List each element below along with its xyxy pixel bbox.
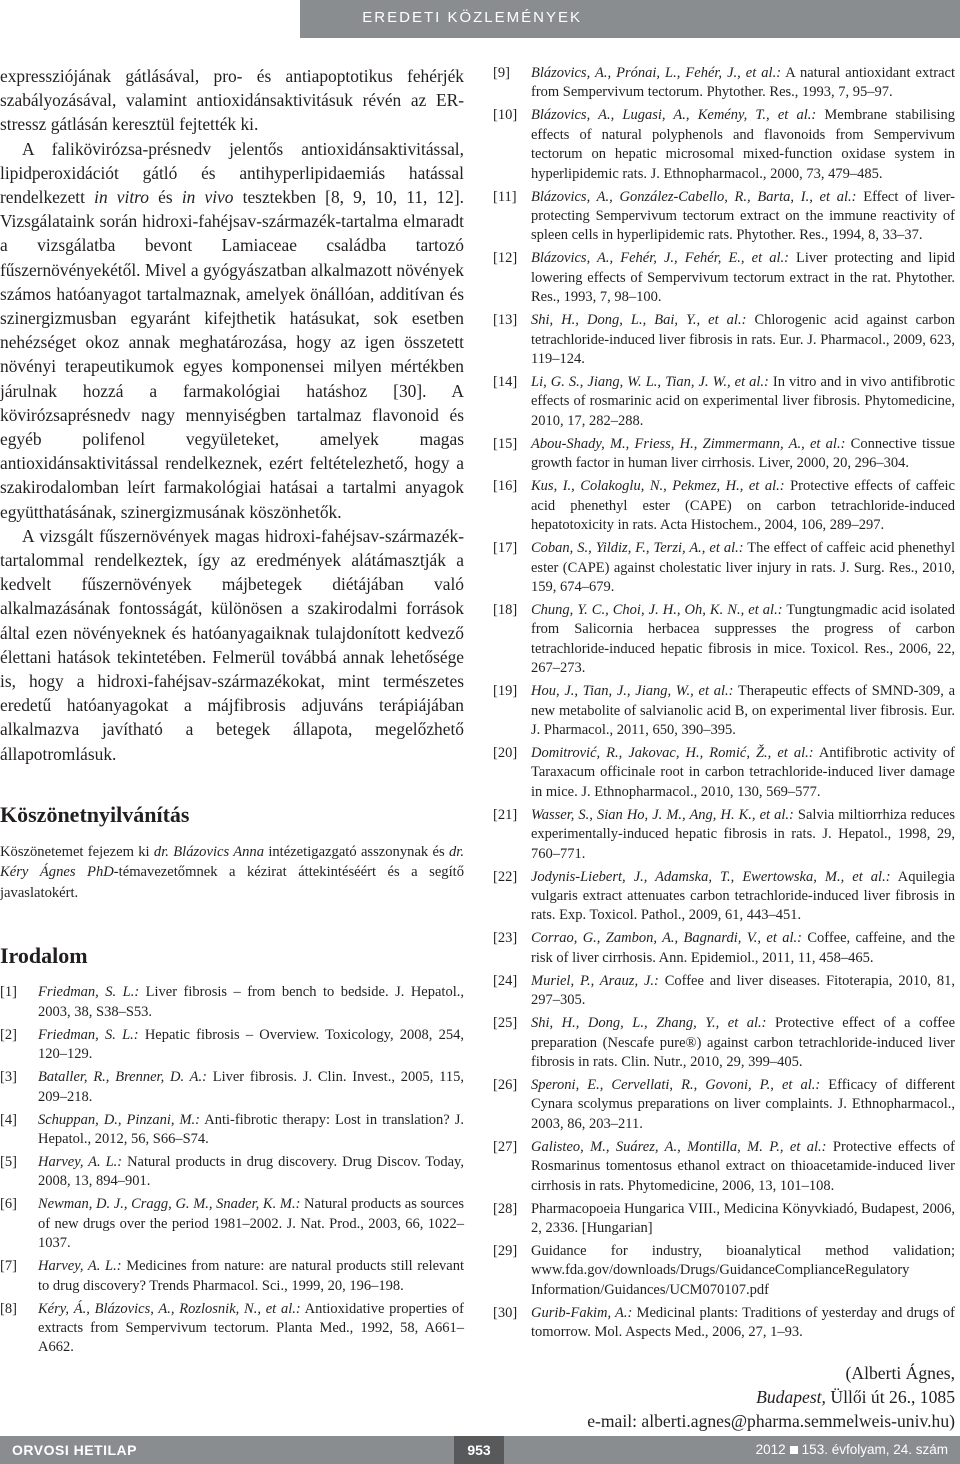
reference-item: [0, 1257, 464, 1296]
address-city: Budapest,: [756, 1386, 826, 1407]
thanks-name-2: dr. Kéry Ágnes PhD: [0, 843, 464, 881]
body-text: [0, 64, 464, 766]
reference-item: [493, 744, 955, 802]
reference-number: [28]: [493, 1200, 518, 1217]
reference-number: [14]: [493, 374, 518, 391]
reference-authors: Schuppan, D., Pinzani, M.:: [38, 1111, 201, 1128]
reference-number: [3]: [0, 1069, 17, 1086]
left-column: [0, 64, 464, 1361]
p2-in-vivo: in vivo: [181, 187, 234, 208]
reference-number: [11]: [493, 188, 517, 205]
reference-text: Hepatic fibrosis – Overview. Toxicology, 2008, 254, 120–129.: [38, 1026, 464, 1063]
reference-number: [12]: [493, 250, 518, 267]
reference-text: Antifibrotic activity of Taraxacum officinale root in carbon tetrachloride-induced liver damage in mice. J. Ethnopharmacol., 2010, 130, 569–577.: [531, 744, 955, 800]
reference-number: [1]: [0, 984, 17, 1001]
reference-authors: Abou-Shady, M., Friess, H., Zimmermann, A., et al.:: [531, 435, 846, 452]
reference-item: [493, 64, 955, 103]
reference-authors: Domitrović, R., Jakovac, H., Romić, Ž., et al.:: [531, 744, 814, 761]
reference-text: Guidance for industry, bioanalytical method validation; www.fda.gov/downloads/Drugs/GuidanceComplianceRegulatory Information/Guidances/UCM070107.pdf: [531, 1243, 955, 1298]
reference-authors: Newman, D. J., Cragg, G. M., Snader, K. M.:: [38, 1196, 301, 1213]
reference-item: [0, 983, 464, 1022]
reference-item: [493, 373, 955, 431]
reference-text: Liver fibrosis – from bench to bedside. J. Hepatol., 2003, 38, S38–S53.: [38, 984, 464, 1020]
reference-item: [493, 972, 955, 1011]
reference-number: [15]: [493, 435, 518, 452]
reference-text: Chlorogenic acid against carbon tetrachloride-induced liver fibrosis in rats. Eur. J. Pharmacol., 2009, 623, 119–124.: [531, 312, 955, 368]
address-email: e-mail: alberti.agnes@pharma.semmelweis-univ.hu): [587, 1410, 955, 1431]
reference-authors: Wasser, S., Sian Ho, J. M., Ang, H. K., et al.:: [531, 806, 794, 823]
reference-number: [23]: [493, 930, 518, 947]
p2-text-c: tesztekben [8, 9, 10, 11, 12]. Vizsgálataink során hidroxi-fahéjsav-származék-tartalma elmaradt a vizsgálatba bevont Lamiaceae családba tartozó fűszernövényekétől. Mivel a gyógyászatban alkalmazott növények számos hatóanyagot tartalmaznak, amelyek önállóan, additívan és szinergizmusban egyaránt kifejthetik hatásukat, sok esetben nehézséget okoz annak meghatározása, hogy az igen összetett növényi terapeutikumok egyes komponensei milyen mértékben járulnak hozzá a farmakológiai hatáshoz [30]. A kövirózsaprésnedv nagy mennyiségben tartalmaz flavonoid és egyéb polifenol vegyületeket, amelyek magas antioxidánsaktivitással rendelkeznek, ezért feltételezhető, hogy a szakirodalomban leírt farmakológiai hatásai a tartalmi anyagok együtthatásának, szinergizmusának köszönhetők.: [0, 187, 465, 522]
square-separator-icon: [790, 1446, 798, 1454]
reference-item: [493, 806, 955, 864]
reference-item: [493, 1304, 955, 1343]
reference-authors: Coban, S., Yildiz, F., Terzi, A., et al.:: [531, 540, 744, 557]
reference-number: [13]: [493, 312, 518, 329]
reference-text: Anti-fibrotic therapy: Lost in translation? J. Hepatol., 2012, 56, S66–S74.: [38, 1111, 464, 1148]
reference-text: Protective effects of caffeic acid phenethyl ester (CAPE) on carbon tetrachloride-induced hepatotoxicity in rats. Acta Histochem., 2004, 106, 289–297.: [531, 478, 955, 534]
reference-authors: Jodynis-Liebert, J., Adamska, T., Ewertowska, M., et al.:: [531, 868, 891, 885]
reference-number: [9]: [493, 65, 510, 81]
address-street: Üllői út 26., 1085: [825, 1386, 955, 1407]
reference-text: Therapeutic effects of SMND-309, a new metabolite of salvianolic acid B, on experimental liver fibrosis. Eur. J. Pharmacol., 2011, 650, 390–395.: [531, 683, 956, 738]
reference-text: Liver protecting and lipid lowering effects of Sempervivum tectorum extract in the rat. Phytother. Res., 1993, 7, 98–100.: [531, 250, 955, 306]
reference-authors: Li, G. S., Jiang, W. L., Tian, J. W., et al.:: [531, 374, 769, 391]
paragraph-3: A vizsgált fűszernövények magas hidroxi-fahéjsav-származék-tartalommal rendelkeztek, így az eredmények alátámasztják a kedvelt fűszernövények májbetegek diétájában való alkalmazásának fontosságát, különösen a szakirodalmi források által ezen növényeknek és hatóanyagaiknak tulajdonított kedvező élettani hatások tekintetében. Felmerül továbbá annak lehetősége is, hogy a hidroxi-fahéjsav-származékokat, mint természetes eredetű hatóanyagokat a májfibrosis adjuváns terápiájában alkalmazva javítható a betegek állapota, megelőzhető állapotromlásuk.: [0, 525, 464, 764]
reference-text: Antioxidative properties of extracts from Sempervivum tectorum. Planta Med., 1992, 58, A661–A662.: [38, 1300, 464, 1356]
reference-text: The effect of caffeic acid phenethyl ester (CAPE) against cholestatic liver injury in rats. J. Surg. Res., 2010, 159, 674–679.: [531, 540, 955, 595]
reference-item: [493, 106, 955, 184]
reference-number: [17]: [493, 540, 518, 557]
reference-number: [7]: [0, 1258, 17, 1275]
issue-year: 2012: [755, 1442, 786, 1457]
reference-authors: Blázovics, A., González-Cabello, R., Barta, I., et al.:: [531, 188, 857, 205]
references-list-right: [493, 64, 955, 1343]
reference-item: [493, 1242, 955, 1300]
reference-number: [25]: [493, 1015, 518, 1032]
reference-authors: Gurib-Fakim, A.:: [531, 1304, 633, 1321]
reference-number: [21]: [493, 806, 518, 823]
reference-text: Protective effect of a coffee preparation (Nescafe pure®) against carbon tetrachloride-induced liver fibrosis in rats. Clin. Nutr., 2010, 29, 399–405.: [531, 1015, 955, 1070]
reference-item: [493, 868, 955, 926]
reference-item: [0, 1068, 464, 1107]
reference-number: [19]: [493, 683, 518, 700]
reference-item: [493, 539, 955, 597]
paragraph-1: expressziójának gátlásával, pro- és antiapoptotikus fehérjék szabályozásával, valamint antioxidánsaktivitásuk révén az ER-stressz gátlásán keresztül fejtették ki.: [0, 66, 464, 135]
thanks-title: Köszönetnyilvánítás: [0, 801, 190, 827]
reference-number: [10]: [493, 107, 518, 124]
reference-item: [0, 1153, 464, 1192]
reference-item: [0, 1111, 464, 1150]
right-column: [493, 64, 955, 1433]
reference-text: Efficacy of different Cynara scolymus preparations on liver complaints. J. Ethnopharmacol., 2003, 86, 203–211.: [531, 1077, 956, 1132]
reference-text: Coffee and liver diseases. Fitoterapia, 2010, 81, 297–305.: [531, 972, 955, 1009]
reference-authors: Blázovics, A., Fehér, J., Fehér, E., et al.:: [531, 250, 789, 267]
reference-text: Natural products as sources of new drugs over the period 1981–2002. J. Nat. Prod., 2003, 66, 1022–1037.: [38, 1196, 464, 1252]
address-street-line: [493, 1385, 955, 1409]
thanks-text-3: -témavezetőmnek a kézirat áttekintéséért és a segítő javaslatokért.: [0, 864, 464, 901]
reference-item: [493, 477, 955, 535]
reference-text: In vitro and in vivo antifibrotic effects of rosmarinic acid on experimental liver fibrosis. Phytomedicine, 2010, 17, 282–288.: [531, 374, 955, 429]
thanks-text-2: intézetigazgató asszonynak és: [264, 843, 449, 860]
reference-number: [22]: [493, 868, 518, 885]
reference-text: Medicinal plants: Traditions of yesterday and drugs of tomorrow. Mol. Aspects Med., 2006, 27, 1–93.: [531, 1304, 955, 1341]
reference-text: Tungtungmadic acid isolated from Salicornia herbacea suppresses the progress of carbon tetrachloride-induced hepatic fibrosis in mice. Toxicol. Res., 2006, 22, 267–273.: [531, 601, 955, 677]
reference-text: Membrane stabilising effects of natural polyphenols and flavonoids from Sempervivum tectorum on hepatic microsomal mixed-function oxidase system in hyperlipidemic rats. J. Ethnopharmacol., 2000, 73, 479–485.: [531, 107, 955, 182]
reference-authors: Blázovics, A., Prónai, L., Fehér, J., et al.:: [531, 65, 782, 81]
reference-item: [493, 1076, 955, 1134]
reference-number: [20]: [493, 744, 518, 761]
reference-authors: Speroni, E., Cervellati, R., Govoni, P., et al.:: [531, 1077, 821, 1093]
reference-number: [6]: [0, 1196, 17, 1213]
reference-number: [4]: [0, 1111, 17, 1128]
reference-text: Effect of liver-protecting Sempervivum tectorum extract on the immune reactivity of spleen cells in hyperlipidemic rats. Phytother. Res., 1994, 8, 33–37.: [531, 188, 955, 244]
page-footer: [0, 1436, 960, 1464]
page-number: 953: [454, 1436, 504, 1464]
p2-text-a: A falikövirózsa-présnedv jelentős antioxidánsaktivitással, lipidperoxidációt gátló és antihyperlipidaemiás hatással rendelkezett: [0, 138, 464, 208]
reference-authors: Shi, H., Dong, L., Bai, Y., et al.:: [531, 312, 747, 329]
reference-item: [493, 1138, 955, 1196]
reference-authors: Harvey, A. L.:: [38, 1258, 122, 1275]
reference-number: [18]: [493, 601, 518, 618]
reference-number: [24]: [493, 972, 518, 989]
reference-text: Protective effects of Rosmarinus tomentosus ethanol extract on thioacetamide-induced liver cirrhosis in rats. Phytomedicine, 2006, 13, 101–108.: [531, 1138, 955, 1194]
references-list-left: [0, 983, 464, 1357]
reference-item: [493, 1200, 955, 1239]
reference-item: [0, 1026, 464, 1065]
thanks-text: [0, 842, 464, 904]
reference-text: Natural products in drug discovery. Drug Discov. Today, 2008, 13, 894–901.: [38, 1154, 464, 1190]
reference-item: [493, 929, 955, 968]
reference-number: [2]: [0, 1026, 17, 1043]
reference-authors: Galisteo, M., Suárez, A., Montilla, M. P., et al.:: [531, 1138, 827, 1155]
thanks-name-1: dr. Blázovics Anna: [153, 843, 265, 860]
reference-number: [16]: [493, 478, 518, 495]
reference-item: [493, 682, 955, 740]
reference-number: [27]: [493, 1138, 518, 1155]
reference-text: Pharmacopoeia Hungarica VIII., Medicina Könyvkiadó, Budapest, 2006, 2, 2336. [Hungarian]: [531, 1200, 955, 1237]
reference-number: [8]: [0, 1300, 17, 1317]
address-name: (Alberti Ágnes,: [845, 1362, 955, 1383]
reference-authors: Kéry, Á., Blázovics, A., Rozlosnik, N., et al.:: [38, 1300, 301, 1317]
reference-authors: Muriel, P., Arauz, J.:: [531, 972, 659, 989]
reference-number: [29]: [493, 1243, 518, 1260]
thanks-text-1: Köszönetemet fejezem ki: [0, 843, 154, 860]
reference-item: [493, 188, 955, 246]
reference-text: Coffee, caffeine, and the risk of liver cirrhosis. Ann. Epidemiol., 2011, 11, 458–465.: [531, 930, 955, 966]
reference-authors: Friedman, S. L.:: [38, 1026, 139, 1043]
p2-text-b: és: [149, 187, 182, 208]
reference-item: [0, 1195, 464, 1253]
reference-item: [0, 1300, 464, 1358]
p2-in-vitro: in vitro: [94, 187, 150, 208]
reference-text: Aquilegia vulgaris extract attenuates carbon tetrachloride-induced liver fibrosis in rats. Exp. Toxicol. Pathol., 2009, 61, 443–451.: [531, 868, 955, 924]
references-title: Irodalom: [0, 943, 88, 969]
reference-number: [30]: [493, 1304, 518, 1321]
reference-text: Medicines from nature: are natural products still relevant to drug discovery? Trends Pharmacol. Sci., 1999, 20, 196–198.: [38, 1258, 464, 1294]
section-header: [300, 0, 960, 38]
issue-info: [756, 1442, 948, 1457]
reference-authors: Blázovics, A., Lugasi, A., Kemény, T., et al.:: [531, 107, 817, 124]
reference-item: [493, 435, 955, 474]
paragraph-2: [0, 137, 464, 524]
reference-authors: Chung, Y. C., Choi, J. H., Oh, K. N., et al.:: [531, 601, 783, 618]
reference-authors: Corrao, G., Zambon, A., Bagnardi, V., et al.:: [531, 930, 802, 947]
reference-item: [493, 601, 955, 679]
reference-number: [5]: [0, 1154, 17, 1171]
reference-authors: Hou, J., Tian, J., Jiang, W., et al.:: [531, 683, 734, 700]
reference-text: Liver fibrosis. J. Clin. Invest., 2005, 115, 209–218.: [38, 1069, 464, 1105]
reference-text: A natural antioxidant extract from Sempervivum tectorum. Phytother. Res., 1993, 7, 95–97.: [531, 65, 956, 101]
reference-item: [493, 311, 955, 369]
reference-item: [493, 1014, 955, 1072]
section-label: EREDETI KÖZLEMÉNYEK: [362, 9, 582, 26]
reference-item: [493, 249, 955, 307]
reference-text: Connective tissue growth factor in human liver cirrhosis. Liver, 2000, 20, 296–304.: [531, 435, 955, 472]
reference-number: [26]: [493, 1077, 518, 1093]
reference-authors: Kus, I., Colakoglu, N., Pekmez, H., et al.:: [531, 478, 785, 495]
reference-authors: Friedman, S. L.:: [38, 984, 140, 1001]
journal-name: ORVOSI HETILAP: [12, 1442, 137, 1458]
reference-authors: Harvey, A. L.:: [38, 1154, 123, 1171]
reference-authors: Bataller, R., Brenner, D. A.:: [38, 1069, 207, 1086]
reference-text: Salvia miltiorrhiza reduces experimentally-induced hepatic fibrosis in rats. J. Hepatol., 1998, 29, 760–771.: [531, 806, 955, 862]
issue-volume: 153. évfolyam, 24. szám: [801, 1442, 948, 1457]
author-address: [493, 1361, 955, 1433]
reference-authors: Shi, H., Dong, L., Zhang, Y., et al.:: [531, 1015, 767, 1032]
